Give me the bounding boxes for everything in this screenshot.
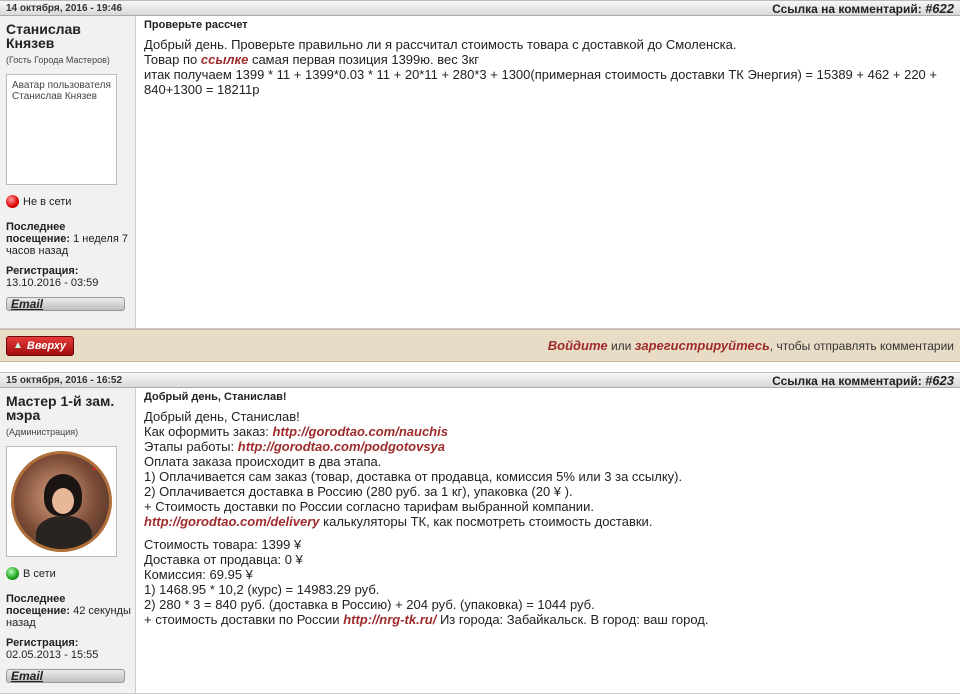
order-link[interactable]: http://gorodtao.com/nauchis bbox=[272, 424, 448, 439]
author-sidebar bbox=[0, 388, 136, 693]
comment-date: 15 октября, 2016 - 16:52 bbox=[6, 374, 123, 386]
badge-icon bbox=[93, 454, 109, 470]
status-label: Не в сети bbox=[23, 195, 72, 208]
comment-line: Как оформить заказ: http://gorodtao.com/nauchis bbox=[144, 424, 448, 439]
comment-body bbox=[136, 16, 960, 328]
avatar[interactable] bbox=[6, 446, 117, 557]
comment-line: 1) Оплачивается сам заказ (товар, доставка от продавца, комиссия 5% или 3 за ссылку). bbox=[144, 469, 683, 484]
comment-line: 2) Оплачивается доставка в Россию (280 руб. за 1 кг), упаковка (20 ¥ ). bbox=[144, 484, 573, 499]
author-role: (Гость Города Мастеров) bbox=[6, 55, 110, 65]
comment-permalink[interactable]: Ссылка на комментарий: #622 bbox=[772, 0, 954, 16]
comment-line: + стоимость доставки по России http://nrg-tk.ru/ Из города: Забайкальск. В город: ваш город. bbox=[144, 612, 709, 627]
online-status-icon bbox=[6, 567, 19, 580]
delivery-link[interactable]: http://gorodtao.com/delivery bbox=[144, 514, 320, 529]
comment-body bbox=[136, 388, 960, 693]
comment-subject: Добрый день, Станислав! bbox=[144, 391, 287, 403]
comment-line: Оплата заказа происходит в два этапа. bbox=[144, 454, 382, 469]
comment-line: Этапы работы: http://gorodtao.com/podgotovsya bbox=[144, 439, 446, 454]
comment-line: Добрый день, Станислав! bbox=[144, 409, 300, 424]
avatar-alt-text: Аватар пользователя Станислав Князев bbox=[12, 80, 111, 102]
back-to-top-button[interactable]: ▲ Вверху bbox=[6, 336, 74, 356]
last-visit: Последнее посещение: 42 секунды назад bbox=[6, 593, 131, 629]
login-link[interactable]: Войдите bbox=[547, 338, 608, 353]
author-name[interactable]: Мастер 1-й зам. мэра bbox=[6, 393, 115, 423]
comment-permalink[interactable]: Ссылка на комментарий: #623 bbox=[772, 372, 954, 388]
online-status bbox=[6, 567, 131, 580]
comment-line: 1) 1468.95 * 10,2 (курс) = 14983.29 руб. bbox=[144, 582, 380, 597]
comment-line: Комиссия: 69.95 ¥ bbox=[144, 567, 253, 582]
status-label: В сети bbox=[23, 567, 56, 580]
comment-date: 14 октября, 2016 - 19:46 bbox=[6, 2, 123, 14]
comment-header-bar bbox=[0, 0, 960, 16]
registration-date: Регистрация: 02.05.2013 - 15:55 bbox=[6, 637, 99, 661]
comment-line: http://gorodtao.com/delivery калькуляторы ТК, как посмотреть стоимость доставки. bbox=[144, 514, 653, 529]
last-visit: Последнее посещение: 1 неделя 7 часов назад bbox=[6, 221, 128, 257]
comment-line: Стоимость товара: 1399 ¥ bbox=[144, 537, 302, 552]
register-link[interactable]: зарегистрируйтесь bbox=[634, 338, 770, 353]
arrow-up-icon: ▲ bbox=[13, 340, 23, 351]
comment-number-link[interactable]: #622 bbox=[925, 0, 954, 16]
stages-link[interactable]: http://gorodtao.com/podgotovsya bbox=[237, 439, 446, 454]
email-button[interactable]: Email bbox=[6, 669, 125, 683]
comment-line: итак получаем 1399 * 11 + 1399*0.03 * 11 + 20*11 + 280*3 + 1300(примерная стоимость доставки ТК Энергия) = 15389 + 462 + 220 + 840+1300 = 18211р bbox=[144, 67, 937, 97]
comment-subject: Проверьте рассчет bbox=[144, 19, 248, 31]
offline-status-icon bbox=[6, 195, 19, 208]
nrg-link[interactable]: http://nrg-tk.ru/ bbox=[343, 612, 437, 627]
author-sidebar bbox=[0, 16, 136, 328]
product-link[interactable]: ссылке bbox=[200, 52, 249, 67]
comment-line: Товар по ссылке самая первая позиция 1399ю. вес 3кг bbox=[144, 52, 480, 67]
avatar[interactable] bbox=[6, 74, 117, 185]
online-status bbox=[6, 195, 131, 208]
comment-post bbox=[0, 16, 960, 329]
author-name[interactable]: Станислав Князев bbox=[6, 21, 81, 51]
comment-actions-bar bbox=[0, 329, 960, 362]
comment-line: + Стоимость доставки по России согласно тарифам выбранной компании. bbox=[144, 499, 594, 514]
comment-number-link[interactable]: #623 bbox=[925, 372, 954, 388]
author-role: (Администрация) bbox=[6, 427, 79, 437]
comment-line: Добрый день. Проверьте правильно ли я рассчитал стоимость товара с доставкой до Смоленска. bbox=[144, 37, 737, 52]
registration-date: Регистрация: 13.10.2016 - 03:59 bbox=[6, 265, 99, 289]
avatar-photo bbox=[11, 451, 112, 552]
comment-line: 2) 280 * 3 = 840 руб. (доставка в Россию) + 204 руб. (упаковка) = 1044 руб. bbox=[144, 597, 595, 612]
comment-post bbox=[0, 388, 960, 694]
comment-header-bar bbox=[0, 372, 960, 388]
login-prompt: Войдите или зарегистрируйтесь, чтобы отправлять комментарии bbox=[547, 338, 954, 353]
email-button[interactable]: Email bbox=[6, 297, 125, 311]
comment-line: Доставка от продавца: 0 ¥ bbox=[144, 552, 303, 567]
